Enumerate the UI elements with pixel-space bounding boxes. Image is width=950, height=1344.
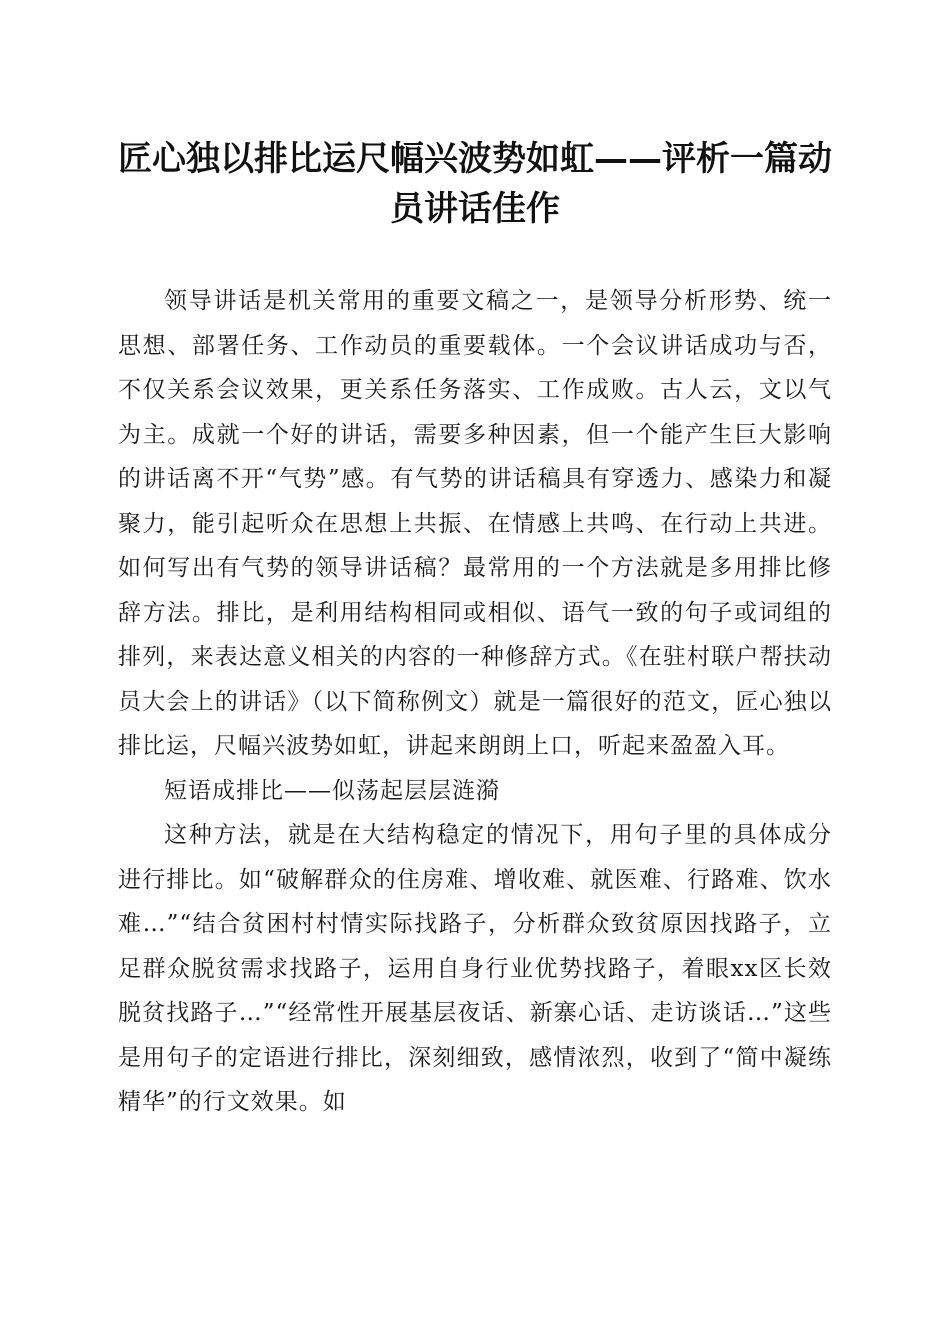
document-body xyxy=(118,279,832,1125)
paragraph-method: 这种方法，就是在大结构稳定的情况下，用句子里的具体成分进行排比。如“破解群众的住房难、增收难、就医难、行路难、饮水难…”“结合贫困村村情实际找路子，分析群众致贫原因找路子，立足群众脱贫需求找路子，运用自身行业优势找路子，着眼xx区长效脱贫找路子…”“经常性开展基层夜话、新寨心话、走访谈话…”这些是用句子的定语进行排比，深刻细致，感情浓烈，收到了“简中凝练精华”的行文效果。如 xyxy=(118,822,832,1115)
document-title: 匠心独以排比运尺幅兴波势如虹——评析一篇动员讲话佳作 xyxy=(118,139,832,229)
section-heading: 短语成排比——似荡起层层涟漪 xyxy=(164,777,500,804)
paragraph-intro: 领导讲话是机关常用的重要文稿之一，是领导分析形势、统一思想、部署任务、工作动员的重要载体。一个会议讲话成功与否，不仅关系会议效果，更关系任务落实、工作成败。古人云，文以气为主。成就一个好的讲话，需要多种因素，但一个能产生巨大影响的讲话离不开“气势”感。有气势的讲话稿具有穿透力、感染力和凝聚力，能引起听众在思想上共振、在情感上共鸣、在行动上共进。如何写出有气势的领导讲话稿？最常用的一个方法就是多用排比修辞方法。排比，是利用结构相同或相似、语气一致的句子或词组的排列，来表达意义相关的内容的一种修辞方式。《在驻村联户帮扶动员大会上的讲话》（以下简称例文）就是一篇很好的范文，匠心独以排比运，尺幅兴波势如虹，讲起来朗朗上口，听起来盈盈入耳。 xyxy=(118,288,832,759)
